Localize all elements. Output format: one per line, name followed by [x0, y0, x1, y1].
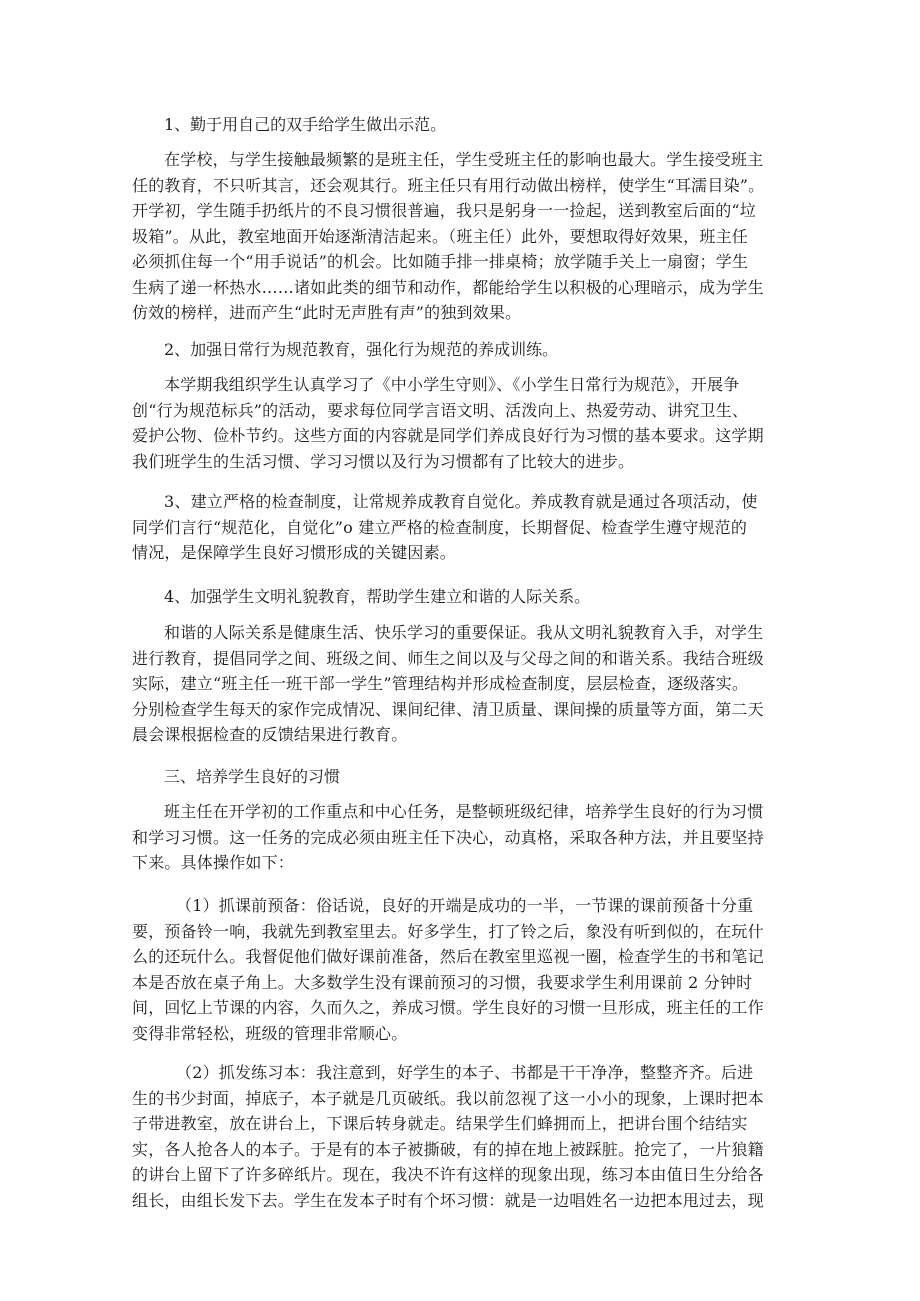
- paragraph-line: 和学习习惯。这一任务的完成必须由班主任下决心，动真格，采取各种方法，并且要坚持: [132, 827, 764, 847]
- paragraph-line: 实，各人抢各人的本子。于是有的本子被撕破，有的掉在地上被踩脏。抢完了，一片狼籍: [132, 1139, 764, 1159]
- paragraph-inspection-system: [132, 489, 792, 566]
- paragraph-line: 情况，是保障学生良好习惯形成的关键因素。: [132, 543, 457, 562]
- paragraph-exercise-books: [132, 1060, 792, 1213]
- paragraph-line: 创“行为规范标兵”的活动，要求每位同学言语文明、活泼向上、热爱劳动、讲究卫生、: [132, 400, 749, 420]
- paragraph-line: （2）抓发练习本：我注意到，好学生的本子、书都是干干净净，整整齐齐。后进: [176, 1063, 754, 1082]
- section-heading-2: 2、加强日常行为规范教育，强化行为规范的养成训练。: [164, 340, 559, 359]
- paragraph-line: 变得非常轻松，班级的管理非常顺心。: [132, 1023, 408, 1043]
- paragraph-line: 晨会课根据检查的反馈结果进行教育。: [132, 725, 408, 744]
- paragraph-line: 班主任在开学初的工作重点和中心任务，是整顿班级纪律，培养学生良好的行为习惯: [164, 802, 764, 821]
- paragraph-line: 任的教育，不只听其言，还会观其行。班主任只有用行动做出榜样，使学生“耳濡目染”。: [132, 175, 765, 195]
- paragraph-line: 爱护公物、俭朴节约。这些方面的内容就是同学们养成良好行为习惯的基本要求。这学期: [132, 426, 764, 445]
- paragraph-line: 本学期我组织学生认真学习了《中小学生守则》、《小学生日常行为规范》，开展争: [164, 375, 740, 394]
- paragraph-role-model: [132, 147, 792, 326]
- paragraph-line: 间，回忆上节课的内容，久而久之，养成习惯。学生良好的习惯一旦形成，班主任的工作: [132, 998, 764, 1017]
- paragraph-line: 圾箱”。从此，教室地面开始逐渐清洁起来。（班主任）此外，要想取得好效果，班主任: [132, 226, 748, 246]
- paragraph-good-habits-intro: [132, 799, 792, 876]
- paragraph-line: 和谐的人际关系是健康生活、快乐学习的重要保证。我从文明礼貌教育入手，对学生: [164, 623, 764, 642]
- paragraph-line: 进行教育，提倡同学之间、班级之间、师生之间以及与父母之间的和谐关系。我结合班级: [132, 648, 764, 668]
- section-heading-1: 1、勤于用自己的双手给学生做出示范。: [164, 115, 447, 134]
- section-heading-4: 4、加强学生文明礼貌教育，帮助学生建立和谐的人际关系。: [164, 587, 591, 606]
- paragraph-line: 生病了递一杯热水……诸如此类的细节和动作，都能给学生以积极的心理暗示，成为学生: [132, 277, 764, 297]
- paragraph-line: 组长，由组长发下去。学生在发本子时有个坏习惯：就是一边唱姓名一边把本甩过去，现: [132, 1190, 764, 1210]
- paragraph-line: 子带进教室，放在讲台上，下课后转身就走。结果学生们蜂拥而上，把讲台围个结结实: [132, 1114, 748, 1133]
- paragraph-line: 3、建立严格的检查制度，让常规养成教育自觉化。养成教育就是通过各项活动，使: [164, 492, 758, 511]
- paragraph-line: 本是否放在桌子角上。大多数学生没有课前预习的习惯，我要求学生利用课前 2 分钟时: [132, 972, 753, 992]
- paragraph-line: （1）抓课前预备：俗话说，良好的开端是成功的一半，一节课的课前预备十分重: [176, 896, 754, 915]
- paragraph-relationships: [132, 620, 792, 748]
- paragraph-line: 要，预备铃一响，我就先到教室里去。好多学生，打了铃之后，象没有听到似的，在玩什: [132, 921, 764, 941]
- paragraph-line: 分别检查学生每天的家作完成情况、课间纪律、清卫质量、课间操的质量等方面，第二天: [132, 699, 764, 719]
- paragraph-line: 开学初，学生随手扔纸片的不良习惯很普遍，我只是躬身一一捡起，送到教室后面的“垃: [132, 201, 756, 220]
- paragraph-line: 同学们言行“规范化，自觉化”o 建立严格的检查制度，长期督促、检查学生遵守规范的: [132, 517, 748, 537]
- paragraph-line: 在学校，与学生接触最频繁的是班主任，学生受班主任的影响也最大。学生接受班主: [164, 150, 764, 169]
- paragraph-line: 下来。具体操作如下：: [132, 853, 295, 872]
- paragraph-line: 的讲台上留下了许多碎纸片。现在，我决不许有这样的现象出现，练习本由值日生分给各: [132, 1165, 764, 1184]
- paragraph-line: 我们班学生的生活习惯、学习习惯以及行为习惯都有了比较大的进步。: [132, 451, 635, 471]
- paragraph-line: 么的还玩什么。我督促他们做好课前准备，然后在教室里巡视一圈，检查学生的书和笔记: [132, 947, 764, 966]
- paragraph-class-preparation: [132, 893, 792, 1046]
- paragraph-behavior-norms: [132, 372, 792, 474]
- paragraph-line: 实际，建立“班主任一班干部一学生”管理结构并形成检查制度，层层检查，逐级落实。: [132, 674, 749, 693]
- paragraph-line: 生的书少封面，掉底子，本子就是几页破纸。我以前忽视了这一小小的现象，上课时把本: [132, 1088, 764, 1108]
- paragraph-line: 必须抓住每一个“用手说话”的机会。比如随手排一排桌椅；放学随手关上一扇窗；学生: [132, 252, 749, 271]
- section-heading-3: 三、培养学生良好的习惯: [164, 767, 341, 786]
- paragraph-line: 仿效的榜样，进而产生“此时无声胜有声”的独到效果。: [132, 303, 522, 322]
